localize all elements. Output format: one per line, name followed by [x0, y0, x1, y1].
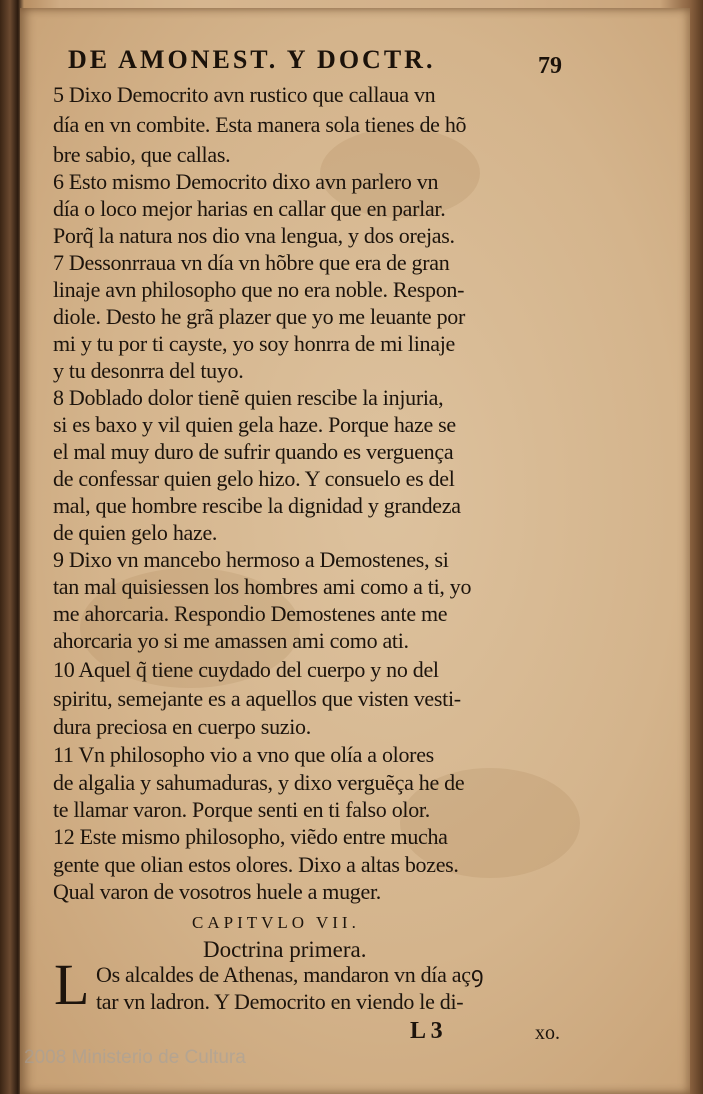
text-line: día en vn combite. Esta manera sola tienes de hõ: [53, 112, 467, 137]
text-line: de quien gelo haze.: [53, 520, 218, 545]
text-line: tar vn ladron. Y Democrito en viendo le di-: [96, 989, 464, 1014]
text-line: 5 Dixo Democrito avn rustico que callaua vn: [53, 82, 436, 107]
text-line: de confessar quien gelo hizo. Y consuelo es del: [53, 466, 455, 491]
text-line: spiritu, semejante es a aquellos que visten vesti-: [53, 686, 461, 711]
watermark: 2008 Ministerio de Cultura: [24, 1047, 246, 1068]
text-line: Qual varon de vosotros huele a muger.: [53, 879, 381, 904]
text-line: gente que olian estos olores. Dixo a altas bozes.: [53, 852, 459, 877]
text-line: 6 Esto mismo Democrito dixo avn parlero vn: [53, 169, 439, 194]
text-line: Porq̃ la natura nos dio vna lengua, y dos orejas.: [53, 223, 455, 248]
text-line: y tu desonrra del tuyo.: [53, 358, 244, 383]
text-line: 9 Dixo vn mancebo hermoso a Demostenes, si: [53, 547, 449, 572]
text-line: diole. Desto he grã plazer que yo me leuante por: [53, 304, 465, 329]
text-line: ahorcaria yo si me amassen ami como ati.: [53, 628, 409, 653]
running-head: DE AMONEST. Y DOCTR.: [68, 45, 436, 74]
text-line: dura preciosa en cuerpo suzio.: [53, 714, 311, 739]
catchword: xo.: [535, 1022, 560, 1044]
text-line: si es baxo y vil quien gela haze. Porque haze se: [53, 412, 456, 437]
text-line: el mal muy duro de sufrir quando es verguença: [53, 439, 454, 464]
text-line: 8 Doblado dolor tienẽ quien rescibe la injuria,: [53, 385, 444, 410]
text-line: linaje avn philosopho que no era noble. Respon-: [53, 277, 465, 302]
text-line: Os alcaldes de Athenas, mandaron vn día açꝯ: [96, 962, 484, 987]
folio-number: 79: [538, 53, 562, 79]
chapter-title: CAPITVLO VII.: [192, 913, 360, 932]
section-title: Doctrina primera.: [203, 937, 367, 962]
text-line: mal, que hombre rescibe la dignidad y grandeza: [53, 493, 461, 518]
text-line: de algalia y sahumaduras, y dixo verguẽça he de: [53, 770, 465, 795]
text-line: día o loco mejor harias en callar que en parlar.: [53, 196, 446, 221]
text-line: 12 Este mismo philosopho, viẽdo entre mucha: [53, 824, 448, 849]
drop-cap: L: [54, 952, 90, 1017]
text-line: te llamar varon. Porque senti en ti falso olor.: [53, 797, 430, 822]
page-sheet: [20, 8, 690, 1094]
signature-mark: L 3: [410, 1018, 443, 1044]
text-line: 7 Dessonrraua vn día vn hõbre que era de gran: [53, 250, 450, 275]
text-line: 11 Vn philosopho vio a vno que olía a olores: [53, 742, 434, 767]
text-line: bre sabio, que callas.: [53, 142, 231, 167]
text-line: tan mal quisiessen los hombres ami como a ti, yo: [53, 574, 472, 599]
text-line: me ahorcaria. Respondio Demostenes ante me: [53, 601, 448, 626]
text-line: 10 Aquel q̃ tiene cuydado del cuerpo y no del: [53, 657, 439, 682]
text-line: mi y tu por ti cayste, yo soy honrra de mi linaje: [53, 331, 455, 356]
